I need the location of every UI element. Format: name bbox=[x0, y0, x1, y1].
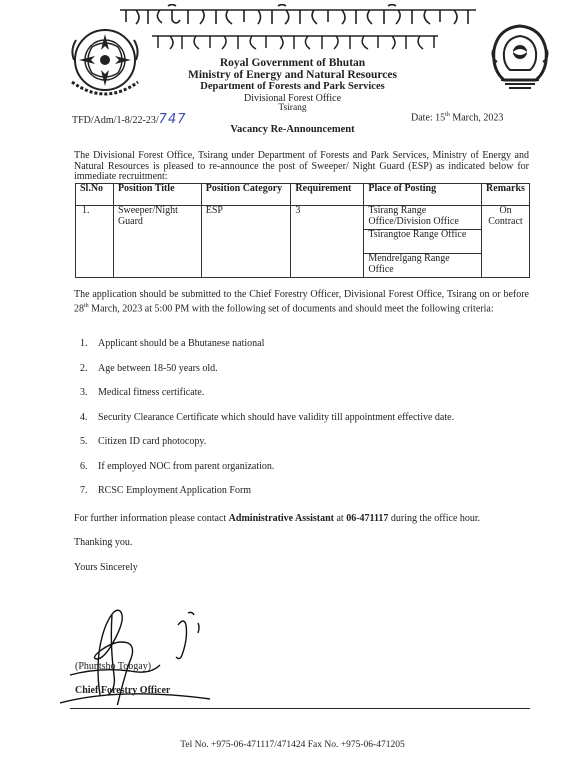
list-item bbox=[80, 338, 454, 363]
submission-paragraph bbox=[74, 290, 529, 314]
header-place-of-posting: Place of Posting bbox=[364, 184, 482, 206]
contact-phone: 06-471117 bbox=[346, 513, 389, 524]
list-item bbox=[80, 387, 454, 412]
cell-position-title: Sweeper/Night Guard bbox=[113, 206, 201, 278]
criteria-number: 4. bbox=[80, 411, 88, 423]
contact-mid: at bbox=[333, 513, 347, 524]
header-requirement: Requirement bbox=[291, 184, 364, 206]
list-item bbox=[80, 485, 454, 510]
office-location: Tsirang bbox=[278, 103, 307, 113]
reference-handwritten: 747 bbox=[158, 112, 187, 127]
vacancy-table bbox=[75, 183, 530, 278]
list-item bbox=[80, 461, 454, 486]
criteria-list bbox=[80, 338, 454, 510]
header-position-category: Position Category bbox=[201, 184, 291, 206]
submission-sup: th bbox=[84, 302, 89, 309]
dzongkha-header-line1 bbox=[118, 4, 478, 28]
contact-role: Administrative Assistant bbox=[228, 513, 334, 524]
dzongkha-script-graphic bbox=[118, 4, 478, 28]
criteria-number: 5. bbox=[80, 436, 88, 447]
date-suffix: th bbox=[445, 112, 450, 118]
dzongkha-script-graphic-2 bbox=[150, 31, 440, 53]
criteria-number: 1. bbox=[80, 338, 88, 349]
posting-item: Tsirang Range Office/Division Office bbox=[364, 206, 481, 230]
footer-contact: Tel No. +975-06-471117/471424 Fax No. +975-06-471205 bbox=[180, 740, 405, 750]
header-slno: Sl.No bbox=[76, 184, 114, 206]
closing-line: Yours Sincerely bbox=[74, 562, 138, 573]
criteria-number: 3. bbox=[80, 387, 88, 398]
issue-date bbox=[411, 112, 503, 123]
criteria-text: Citizen ID card photocopy. bbox=[98, 436, 207, 447]
submission-text-1: The application should be submitted to the Chief Forestry Officer, Divisional Forest Office, Tsirang on or before 28 bbox=[74, 289, 529, 314]
cell-place-of-posting bbox=[364, 206, 482, 278]
header-position-title: Position Title bbox=[113, 184, 201, 206]
table-row bbox=[76, 206, 530, 278]
criteria-text: Security Clearance Certificate which should have validity till appointment effective date. bbox=[98, 411, 455, 423]
reference-text: TFD/Adm/1-8/22-23/ bbox=[72, 115, 159, 126]
header-remarks: Remarks bbox=[481, 184, 529, 206]
ministry-name: Ministry of Energy and Natural Resources bbox=[187, 69, 397, 81]
govt-name: Royal Government of Bhutan bbox=[219, 57, 366, 69]
thanks-line: Thanking you. bbox=[74, 537, 133, 548]
criteria-number: 7. bbox=[80, 485, 88, 496]
signatory-name: (Phuntsho Tobgay) bbox=[75, 661, 152, 672]
criteria-text: RCSC Employment Application Form bbox=[98, 485, 252, 496]
cell-remarks: On Contract bbox=[481, 206, 529, 278]
signatory-title: Chief Forestry Officer bbox=[75, 685, 171, 696]
criteria-text: Applicant should be a Bhutanese national bbox=[98, 338, 265, 349]
criteria-text: Age between 18-50 years old. bbox=[98, 362, 218, 374]
contact-prefix: For further information please contact bbox=[74, 513, 229, 524]
list-item bbox=[80, 436, 454, 461]
criteria-number: 6. bbox=[80, 460, 88, 472]
contact-line bbox=[74, 513, 480, 524]
cell-slno: 1. bbox=[76, 206, 114, 278]
posting-item: Tsirangtoe Range Office bbox=[364, 230, 481, 254]
date-prefix: Date: 15 bbox=[411, 112, 446, 124]
table-header-row bbox=[76, 184, 530, 206]
criteria-text: If employed NOC from parent organization. bbox=[98, 460, 275, 472]
list-item bbox=[80, 363, 454, 388]
department-name: Department of Forests and Park Services bbox=[200, 81, 385, 92]
cell-position-category: ESP bbox=[201, 206, 291, 278]
footer-divider bbox=[70, 708, 530, 709]
list-item bbox=[80, 412, 454, 437]
cell-requirement: 3 bbox=[291, 206, 364, 278]
page-title: Vacancy Re-Announcement bbox=[230, 124, 355, 135]
date-rest: March, 2023 bbox=[449, 112, 504, 124]
intro-paragraph: The Divisional Forest Office, Tsirang under Department of Forests and Park Services, Ministry of Energy and Natural Resources is pleased to re-announce the post of Sweeper/ Night Guard (ESP) as indicated below for immediate recruitment: bbox=[74, 150, 529, 182]
criteria-number: 2. bbox=[80, 362, 88, 374]
posting-item: Mendrelgang Range Office bbox=[368, 253, 450, 275]
criteria-text: Medical fitness certificate. bbox=[98, 387, 205, 398]
submission-text-2: March, 2023 at 5:00 PM with the following set of documents and should meet the following criteria: bbox=[88, 302, 494, 314]
contact-suffix: during the office hour. bbox=[388, 513, 481, 524]
office-name: Divisional Forest Office bbox=[243, 93, 342, 104]
dzongkha-header-line2 bbox=[150, 31, 440, 53]
